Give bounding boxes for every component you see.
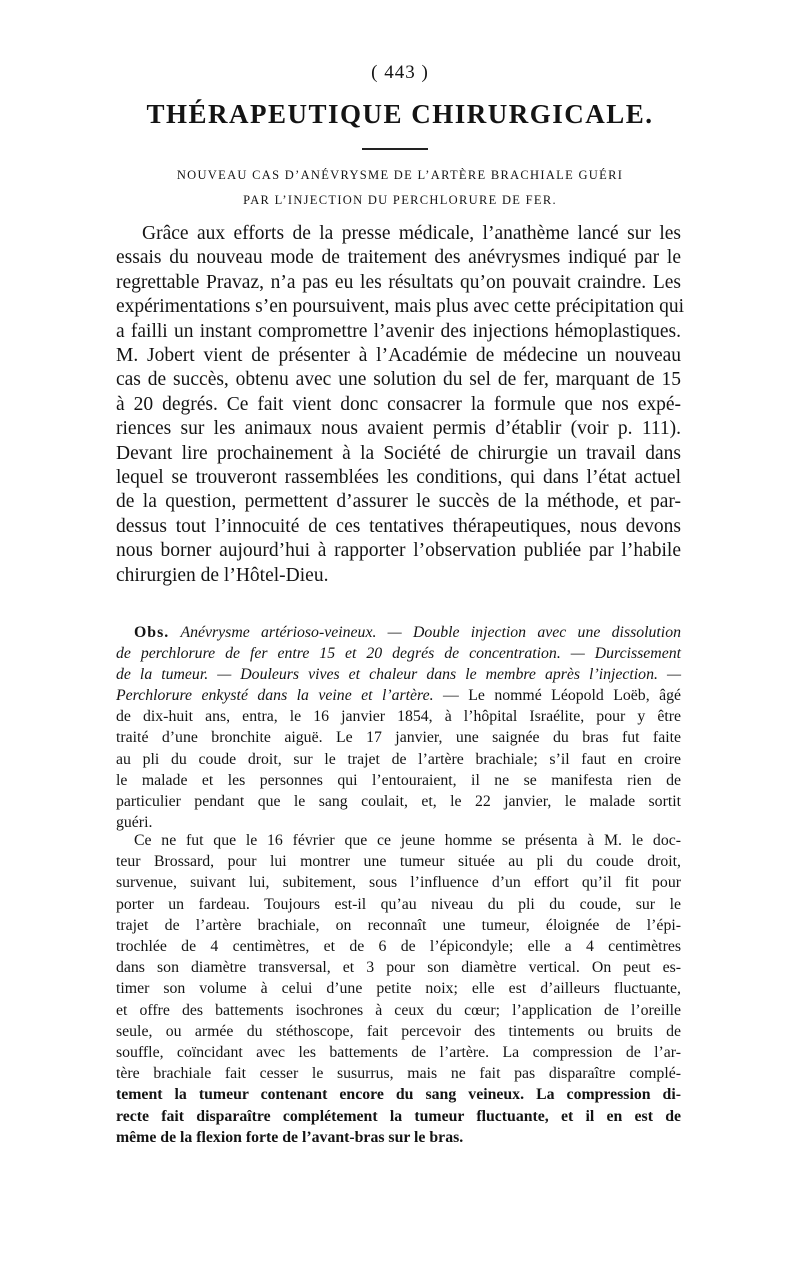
intro-line: Grâce aux efforts de la presse médicale, l’anathème lancé sur les <box>142 223 681 244</box>
case-line: timer son volume à celui d’une petite noix; elle est d’ailleurs fluctuante, <box>116 980 681 998</box>
case-line: recte fait disparaître complétement la tumeur fluctuante, et il en est de <box>116 1107 681 1125</box>
case-line: teur Brossard, pour lui montrer une tumeur située au pli du coude droit, <box>116 853 681 871</box>
case-line: tement la tumeur contenant encore du sang veineux. La compression di- <box>116 1086 681 1104</box>
case-line: et offre des battements isochrones à ceux du cœur; l’application de l’oreille <box>116 1001 681 1019</box>
intro-line: essais du nouveau mode de traitement des anévrysmes indiqué par le <box>116 247 681 269</box>
intro-line: cas de succès, obtenu avec une solution du sel de fer, marquant de 15 <box>116 369 681 391</box>
observation-summary-line <box>116 685 681 706</box>
observation-line: traité d’une bronchite aiguë. Le 17 janvier, une saignée du bras fut faite <box>116 729 681 747</box>
observation-line: le malade et les personnes qui l’entouraient, il ne se manifesta rien de <box>116 771 681 789</box>
observation-summary-end: Perchlorure enkysté dans la veine et l’artère. <box>116 687 434 705</box>
observation-summary: Anévrysme artérioso-veineux. — Double injection avec une dissolution <box>180 624 681 641</box>
intro-line: dessus tout l’innocuité de ces tentatives thérapeutiques, nous devons <box>116 515 681 537</box>
section-title: THÉRAPEUTIQUE CHIRURGICALE. <box>146 99 654 129</box>
case-line: même de la flexion forte de l’avant-bras sur le bras. <box>116 1128 464 1146</box>
intro-line: M. Jobert vient de présenter à l’Académie de médecine un nouveau <box>116 345 681 367</box>
article-title-line-2: PAR L’INJECTION DU PERCHLORURE DE FER. <box>243 193 557 207</box>
observation-line: guéri. <box>116 813 153 831</box>
observation-heading-line <box>116 622 681 643</box>
article-title-line-1: NOUVEAU CAS D’ANÉVRYSME DE L’ARTÈRE BRACHIALE GUÉRI <box>176 168 624 182</box>
intro-line: à 20 degrés. Ce fait vient donc consacrer la formule que nos expé- <box>116 393 681 415</box>
intro-line: chirurgien de l’Hôtel-Dieu. <box>116 564 329 586</box>
case-line: porter un fardeau. Toujours est-il qu’au niveau du pli du coude, sur le <box>116 895 681 913</box>
observation-line: de dix-huit ans, entra, le 16 janvier 1854, à l’hôpital Israélite, pour y être <box>116 708 681 726</box>
case-line: survenue, suivant lui, subitement, sous l’influence d’un effort qu’il fit pour <box>116 874 681 892</box>
case-paragraph <box>116 830 681 1148</box>
case-line: seule, ou armée du stéthoscope, fait percevoir des tintements ou bruits de <box>116 1022 681 1040</box>
observation-label: Obs. <box>134 624 170 641</box>
intro-line: regrettable Pravaz, n’a pas eu les résultats qu’on pouvait craindre. Les <box>116 271 681 293</box>
intro-line: riences sur les animaux nous avaient permis d’établir (voir p. 111). <box>116 418 681 440</box>
intro-line: a failli un instant compromettre l’avenir des injections hémoplastiques. <box>116 320 681 342</box>
intro-line: de la question, permettent d’assurer le succès de la méthode, et par- <box>116 491 681 513</box>
case-line: Ce ne fut que le 16 février que ce jeune homme se présenta à M. le doc- <box>134 832 681 849</box>
observation-summary-line: de perchlorure de fer entre 15 et 20 degrés de concentration. — Durcissement <box>116 645 681 663</box>
case-line: trajet de l’artère brachiale, on reconnaît une tumeur, éloignée de l’épi- <box>116 916 681 934</box>
observation-line: au pli du coude droit, sur le trajet de l’artère brachiale; s’il faut en croire <box>116 750 681 768</box>
intro-line: Devant lire prochainement à la Société de chirurgie un travail dans <box>116 442 681 464</box>
intro-line: lequel se trouveront rassemblées les conditions, qui dans l’état actuel <box>116 467 681 489</box>
case-line: dans son diamètre transversal, et 3 pour son diamètre vertical. On peut es- <box>116 959 681 977</box>
observation-summary-line: de la tumeur. — Douleurs vives et chaleur dans le membre après l’injection. — <box>116 666 681 684</box>
intro-line: expérimentations s’en poursuivent, mais plus avec cette précipitation qui <box>116 296 685 318</box>
case-line: trochlée de 4 centimètres, et de 6 de l’épicondyle; elle a 4 centimètres <box>116 938 681 956</box>
observation-text-start: — Le nommé Léopold Loëb, âgé <box>433 687 681 705</box>
intro-line: nous borner aujourd’hui à rapporter l’observation publiée par l’habile <box>116 540 681 562</box>
title-divider <box>362 148 428 150</box>
observation-paragraph <box>116 622 681 833</box>
observation-line: particulier pendant que le sang coulait, et, le 22 janvier, le malade sortit <box>116 792 681 810</box>
case-line: souffle, coïncidant avec les battements de l’artère. La compression de l’ar- <box>116 1044 681 1062</box>
case-line: tère brachiale fait cesser le susurrus, mais ne fait pas disparaître complé- <box>116 1065 681 1083</box>
intro-paragraph <box>116 222 685 588</box>
page-number: ( 443 ) <box>371 62 429 83</box>
